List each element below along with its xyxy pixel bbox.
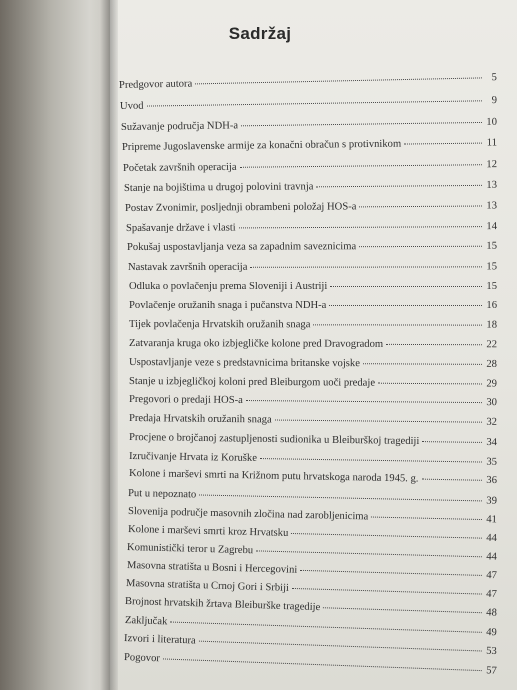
dot-leader — [240, 163, 482, 168]
toc-entry — [127, 560, 497, 581]
dot-leader — [422, 440, 482, 443]
dot-leader — [359, 205, 482, 208]
toc-entry — [129, 319, 497, 331]
toc-entry-title: Izručivanje Hrvata iz Koruške — [128, 451, 258, 465]
toc-entry-title: Stanje na bojištima u drugoj polovini travnja — [123, 181, 314, 194]
toc-entry-page-number: 15 — [486, 281, 497, 292]
toc-entry-page-number: 44 — [486, 532, 498, 545]
toc-entry-page-number: 39 — [486, 495, 498, 507]
toc-entry-title: Masovna stratišta u Bosni i Hercegovini — [126, 560, 298, 576]
dot-leader — [313, 323, 482, 325]
toc-entry-page-number: 32 — [486, 416, 498, 428]
toc-entry-title: Uvod — [119, 100, 144, 112]
toc-entry — [120, 95, 497, 112]
toc-entry-title: Izvori i literatura — [123, 633, 196, 647]
dot-leader — [256, 549, 482, 557]
dot-leader — [170, 621, 482, 633]
dot-leader — [291, 532, 482, 539]
dot-leader — [260, 457, 482, 462]
toc-entry — [124, 652, 497, 677]
toc-entry-title: Početak završnih operacija — [122, 161, 237, 174]
toc-entry-page-number: 35 — [486, 456, 498, 468]
toc-entry — [129, 281, 497, 292]
toc-entry — [129, 413, 497, 428]
dot-leader — [239, 225, 482, 228]
toc-entry-title: Nastavak završnih operacija — [127, 261, 248, 273]
toc-entry-page-number: 9 — [491, 95, 498, 107]
dot-leader — [323, 606, 482, 613]
dot-leader — [195, 76, 482, 84]
toc-entry-page-number: 53 — [485, 645, 497, 658]
toc-entry — [128, 524, 497, 544]
toc-entry — [125, 596, 497, 619]
toc-entry — [129, 357, 497, 370]
page-title: Sadržaj — [228, 24, 292, 43]
toc-entry-page-number: 28 — [486, 358, 498, 370]
toc-entry-title: Brojnost hrvatskih žrtava Bleiburške tragedije — [124, 596, 321, 614]
toc-entry-page-number: 48 — [486, 607, 497, 619]
toc-entry-page-number: 13 — [486, 179, 498, 191]
dot-leader — [241, 121, 482, 126]
toc-entry-page-number: 44 — [486, 551, 498, 563]
toc-entry — [128, 261, 497, 273]
toc-entry-title: Pogovor — [123, 652, 161, 665]
dot-leader — [371, 516, 482, 521]
toc-entry — [123, 159, 497, 174]
toc-entry-title: Tijek povlačenja Hrvatskih oružanih snaga — [128, 319, 311, 331]
toc-entry-title: Kolone i marševi smrti kroz Hrvatsku — [127, 524, 289, 539]
toc-entry-page-number: 18 — [486, 319, 498, 331]
dot-leader — [147, 99, 482, 106]
dot-leader — [404, 142, 482, 145]
toc-entry-page-number: 57 — [485, 665, 497, 677]
dot-leader — [330, 285, 482, 287]
dot-leader — [163, 657, 482, 671]
toc-entry-page-number: 47 — [486, 570, 498, 582]
dot-leader — [359, 245, 482, 247]
toc-entry-title: Put u nepoznato — [127, 488, 197, 501]
toc-entry — [129, 432, 497, 448]
toc-entry — [126, 578, 497, 600]
dot-leader — [246, 399, 482, 403]
toc-entry-title: Pregovori o predaji HOS-a — [128, 394, 243, 406]
toc-entry-page-number: 34 — [486, 436, 498, 449]
dot-leader — [292, 587, 482, 595]
toc-entry-page-number: 15 — [486, 240, 498, 252]
toc-entry — [128, 506, 497, 525]
toc-entry-title: Kolone i marševi smrti na Križnom putu hrvatskoga naroda 1945. g. — [128, 468, 419, 485]
toc-entry-title: Slovenija područje masovnih zločina nad zarobljenicima — [127, 506, 369, 523]
toc-entry-page-number: 41 — [486, 514, 498, 526]
toc-entry-title: Sužavanje područja NDH-a — [120, 120, 239, 133]
toc-entry — [121, 117, 497, 133]
toc-entry-title: Procjene o brojčanoj zastupljenosti sudionika u Bleiburškoj tragediji — [128, 432, 420, 448]
dot-leader — [378, 382, 482, 385]
toc-entry-page-number: 29 — [486, 378, 498, 390]
toc-entry — [127, 241, 497, 253]
toc-entry-page-number: 5 — [491, 72, 498, 84]
dot-leader — [275, 419, 482, 423]
toc-entry — [124, 180, 497, 194]
toc-entry — [126, 221, 497, 234]
dot-leader — [250, 265, 482, 267]
toc-entry — [128, 488, 497, 507]
toc-entry-title: Spašavanje države i vlasti — [125, 222, 236, 234]
dot-leader — [363, 362, 482, 365]
toc-entry-page-number: 36 — [486, 474, 498, 487]
toc-entry-page-number: 14 — [486, 221, 498, 233]
toc-entry-title: Stanje u izbjegličkoj koloni pred Bleiburgom uoči predaje — [128, 376, 376, 389]
toc-entry-page-number: 15 — [486, 261, 498, 273]
toc-entry-title: Uspostavljanje veze s predstavnicima britanske vojske — [128, 357, 360, 370]
dot-leader — [199, 640, 482, 652]
toc-entry — [129, 376, 497, 390]
toc-entry-page-number: 11 — [486, 137, 498, 149]
toc-entry-title: Postav Zvonimir, posljednji obrambeni položaj HOS-a — [124, 201, 357, 214]
dot-leader — [329, 304, 482, 306]
toc-entry — [129, 468, 497, 486]
toc-entry-page-number: 49 — [486, 626, 497, 639]
dot-leader — [421, 478, 482, 481]
toc-entry-title: Predaja Hrvatskih oružanih snaga — [128, 413, 272, 426]
toc-entry — [129, 394, 497, 408]
toc-entry — [129, 338, 497, 350]
toc-entry-title: Pripreme Jugoslavenske armije za konačni obračun s protivnikom — [121, 138, 402, 153]
toc-entry-title: Komunistički teror u Zagrebu — [126, 542, 254, 557]
dot-leader — [199, 493, 482, 501]
toc-entry-page-number: 12 — [486, 159, 498, 171]
toc-entry-page-number: 13 — [486, 200, 498, 212]
toc-entry-title: Zaključak — [124, 615, 168, 628]
toc-entry-title: Pokušaj uspostavljanja veza sa zapadnim saveznicima — [126, 241, 357, 253]
toc-entry — [125, 200, 497, 214]
toc-entry — [127, 542, 497, 563]
toc-entry-page-number: 47 — [486, 588, 497, 601]
dot-leader — [300, 569, 482, 576]
toc-entry-page-number: 22 — [486, 339, 498, 351]
toc-entry-title: Zatvaranja kruga oko izbjegličke kolone pred Dravogradom — [128, 338, 384, 350]
dot-leader — [316, 184, 482, 187]
toc-entry — [122, 137, 497, 153]
toc-entry — [119, 72, 497, 91]
toc-entry-title: Predgovor autora — [118, 78, 193, 91]
toc-entry — [129, 451, 497, 468]
toc-entry-title: Odluka o povlačenju prema Sloveniji i Austriji — [129, 281, 328, 292]
toc-entry-page-number: 30 — [486, 397, 498, 409]
toc-entry-title: Povlačenje oružanih snaga i pučanstva NDH-a — [129, 300, 327, 311]
dot-leader — [386, 343, 482, 345]
toc-entry-page-number: 10 — [486, 116, 498, 128]
toc-entry-page-number: 16 — [486, 300, 497, 311]
toc-entry — [129, 300, 497, 311]
toc-entry-title: Masovna stratišta u Crnoj Gori i Srbiji — [125, 578, 290, 594]
